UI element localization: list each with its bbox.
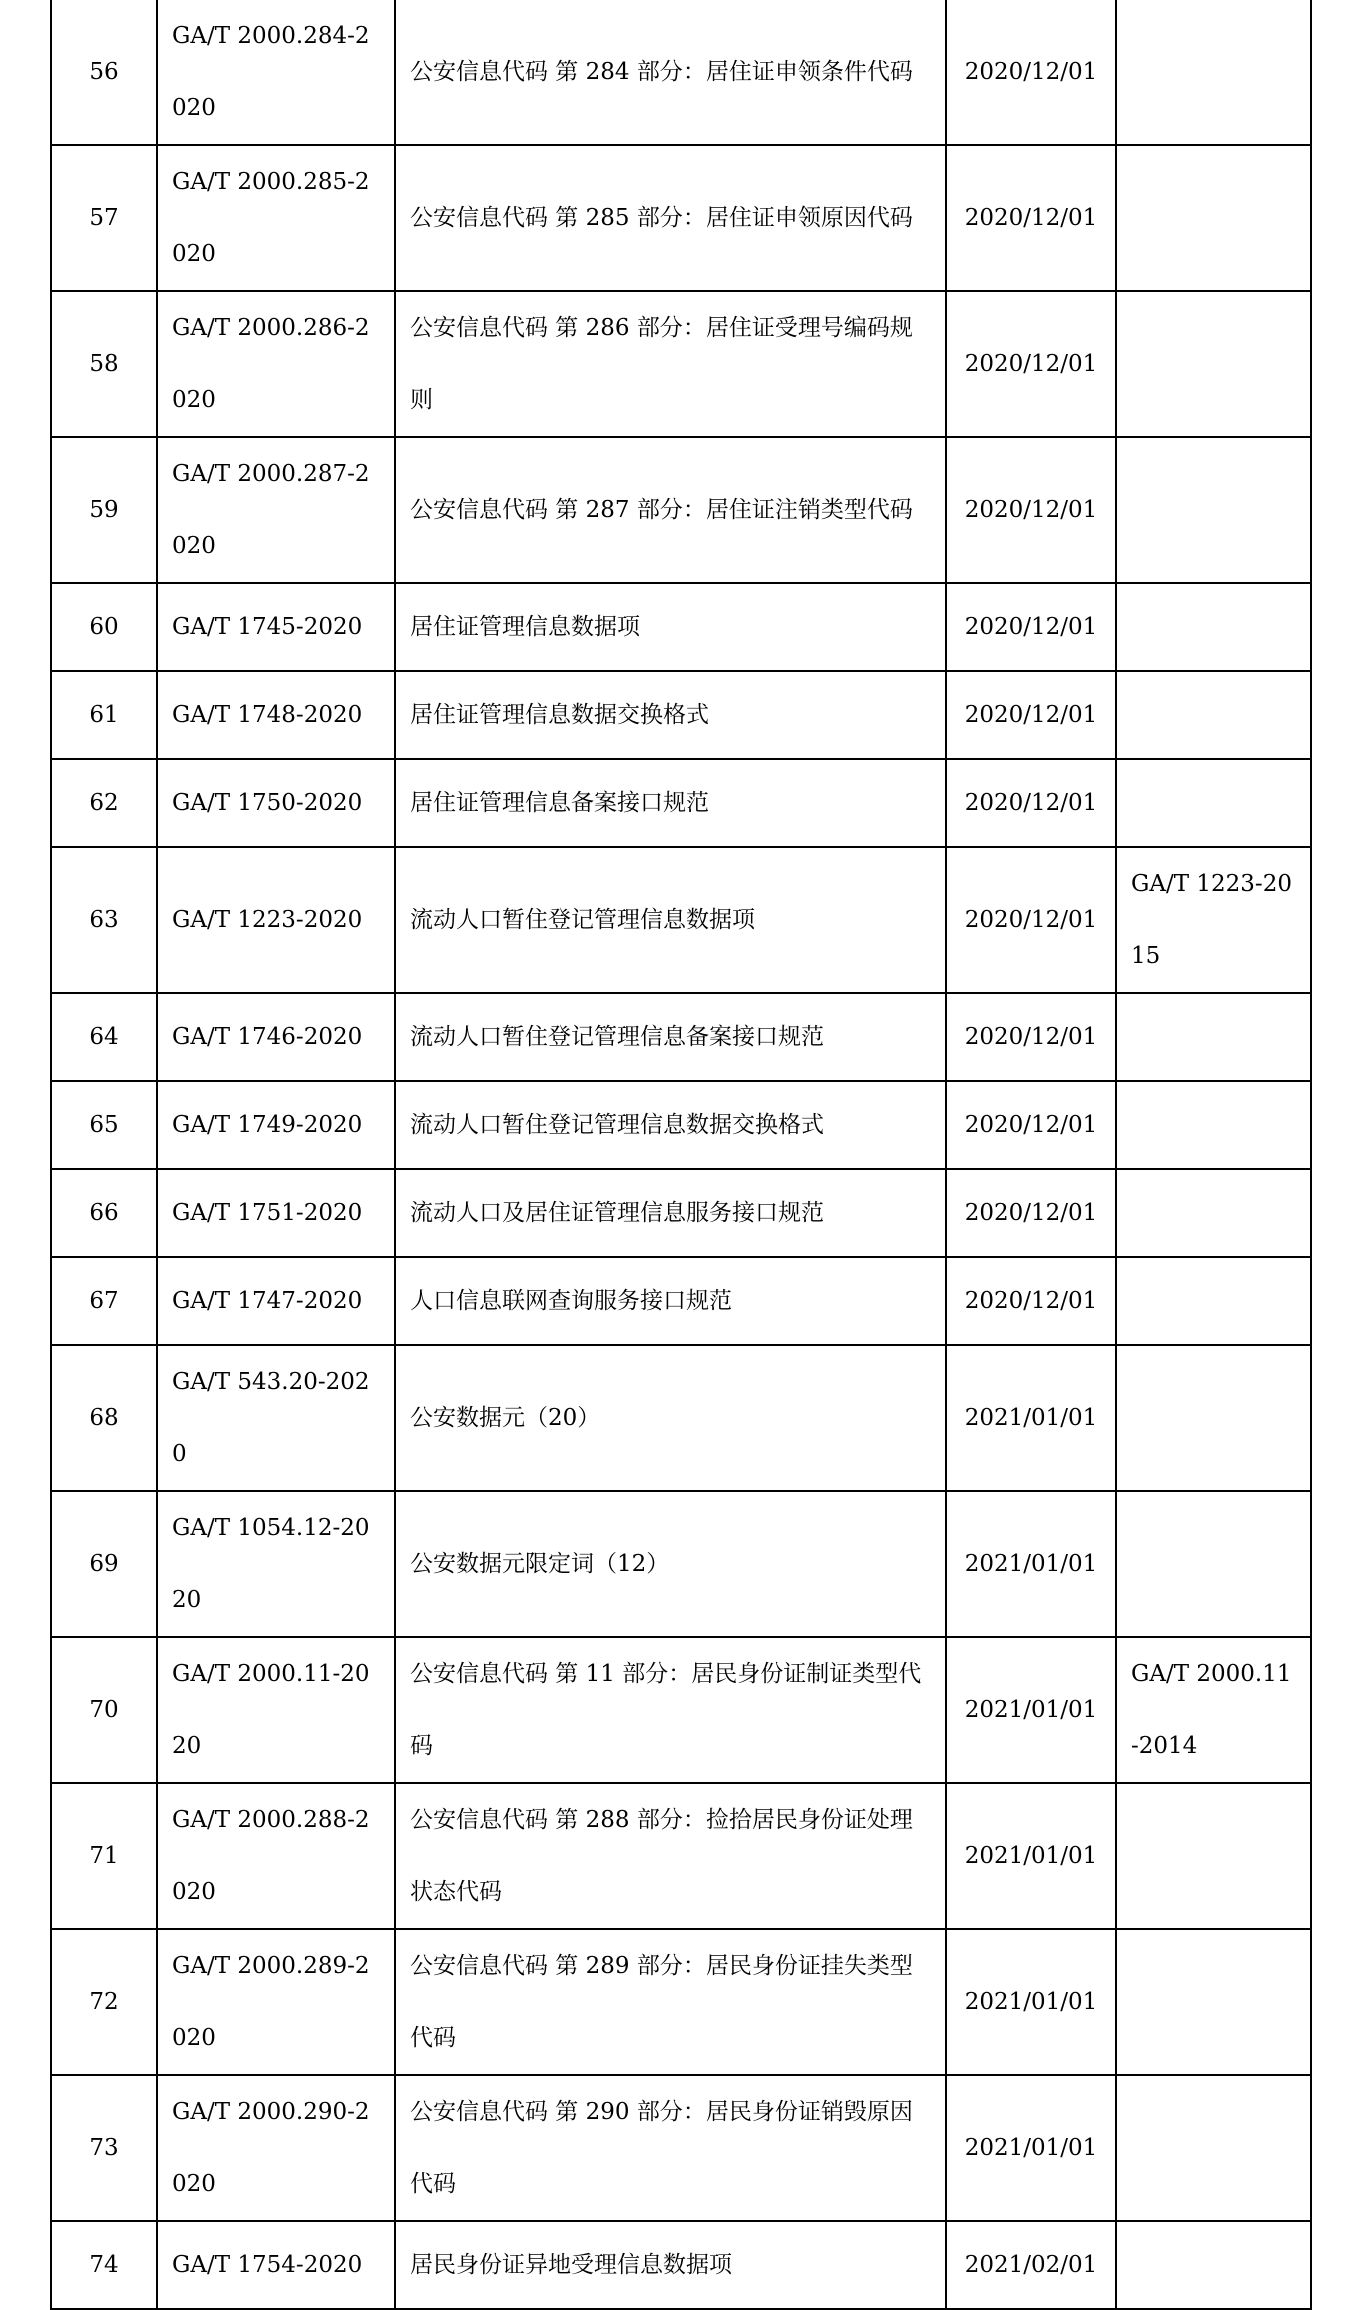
effective-date-cell: 2021/01/01	[946, 1637, 1116, 1783]
row-number-cell: 68	[51, 1345, 157, 1491]
standard-code-cell: GA/T 1751-2020	[157, 1169, 395, 1257]
standards-table	[50, 0, 1312, 2310]
table-row	[51, 1345, 1311, 1491]
standard-code-cell: GA/T 2000.287-2020	[157, 437, 395, 583]
row-number-cell: 73	[51, 2075, 157, 2221]
row-number-cell: 63	[51, 847, 157, 993]
table-row	[51, 1257, 1311, 1345]
standard-code-cell: GA/T 2000.290-2020	[157, 2075, 395, 2221]
row-number-cell: 66	[51, 1169, 157, 1257]
standard-name-cell: 公安信息代码 第 285 部分：居住证申领原因代码	[395, 145, 946, 291]
standard-name-cell: 公安数据元（20）	[395, 1345, 946, 1491]
effective-date-cell: 2021/01/01	[946, 1491, 1116, 1637]
effective-date-cell: 2020/12/01	[946, 993, 1116, 1081]
standard-code-cell: GA/T 1223-2020	[157, 847, 395, 993]
effective-date-cell: 2020/12/01	[946, 1081, 1116, 1169]
standard-code-cell: GA/T 1748-2020	[157, 671, 395, 759]
replaced-standard-cell	[1116, 2221, 1311, 2309]
row-number-cell: 56	[51, 0, 157, 145]
row-number-cell: 69	[51, 1491, 157, 1637]
effective-date-cell: 2020/12/01	[946, 1169, 1116, 1257]
replaced-standard-cell	[1116, 291, 1311, 437]
effective-date-cell: 2020/12/01	[946, 291, 1116, 437]
effective-date-cell: 2020/12/01	[946, 145, 1116, 291]
effective-date-cell: 2021/01/01	[946, 2075, 1116, 2221]
table-row	[51, 671, 1311, 759]
standard-name-cell: 公安信息代码 第 11 部分：居民身份证制证类型代码	[395, 1637, 946, 1783]
standard-name-cell: 居住证管理信息数据项	[395, 583, 946, 671]
effective-date-cell: 2020/12/01	[946, 1257, 1116, 1345]
standard-code-cell: GA/T 2000.289-2020	[157, 1929, 395, 2075]
replaced-standard-cell	[1116, 1169, 1311, 1257]
replaced-standard-cell	[1116, 2075, 1311, 2221]
standard-code-cell: GA/T 1746-2020	[157, 993, 395, 1081]
effective-date-cell: 2021/02/01	[946, 2221, 1116, 2309]
table-row	[51, 437, 1311, 583]
row-number-cell: 60	[51, 583, 157, 671]
replaced-standard-cell: GA/T 1223-2015	[1116, 847, 1311, 993]
row-number-cell: 67	[51, 1257, 157, 1345]
effective-date-cell: 2020/12/01	[946, 759, 1116, 847]
standard-code-cell: GA/T 1749-2020	[157, 1081, 395, 1169]
replaced-standard-cell	[1116, 0, 1311, 145]
row-number-cell: 59	[51, 437, 157, 583]
standard-name-cell: 公安信息代码 第 288 部分：捡拾居民身份证处理状态代码	[395, 1783, 946, 1929]
replaced-standard-cell	[1116, 1257, 1311, 1345]
table-row	[51, 1081, 1311, 1169]
table-row	[51, 1169, 1311, 1257]
replaced-standard-cell	[1116, 437, 1311, 583]
replaced-standard-cell	[1116, 993, 1311, 1081]
replaced-standard-cell	[1116, 759, 1311, 847]
effective-date-cell: 2020/12/01	[946, 847, 1116, 993]
table-row	[51, 1491, 1311, 1637]
table-row	[51, 993, 1311, 1081]
table-row	[51, 759, 1311, 847]
effective-date-cell: 2021/01/01	[946, 1929, 1116, 2075]
row-number-cell: 61	[51, 671, 157, 759]
replaced-standard-cell	[1116, 1081, 1311, 1169]
table-row	[51, 2075, 1311, 2221]
table-row	[51, 291, 1311, 437]
row-number-cell: 57	[51, 145, 157, 291]
standard-name-cell: 居民身份证异地受理信息数据项	[395, 2221, 946, 2309]
standard-name-cell: 公安信息代码 第 290 部分：居民身份证销毁原因代码	[395, 2075, 946, 2221]
row-number-cell: 58	[51, 291, 157, 437]
table-row	[51, 1637, 1311, 1783]
effective-date-cell: 2020/12/01	[946, 671, 1116, 759]
standard-code-cell: GA/T 2000.284-2020	[157, 0, 395, 145]
standard-code-cell: GA/T 1754-2020	[157, 2221, 395, 2309]
replaced-standard-cell	[1116, 1345, 1311, 1491]
replaced-standard-cell	[1116, 583, 1311, 671]
row-number-cell: 70	[51, 1637, 157, 1783]
replaced-standard-cell	[1116, 145, 1311, 291]
standard-name-cell: 居住证管理信息数据交换格式	[395, 671, 946, 759]
standard-name-cell: 公安信息代码 第 284 部分：居住证申领条件代码	[395, 0, 946, 145]
standard-code-cell: GA/T 1745-2020	[157, 583, 395, 671]
row-number-cell: 65	[51, 1081, 157, 1169]
effective-date-cell: 2020/12/01	[946, 437, 1116, 583]
standard-name-cell: 人口信息联网查询服务接口规范	[395, 1257, 946, 1345]
table-body	[51, 0, 1311, 2309]
row-number-cell: 62	[51, 759, 157, 847]
replaced-standard-cell	[1116, 1491, 1311, 1637]
replaced-standard-cell: GA/T 2000.11-2014	[1116, 1637, 1311, 1783]
row-number-cell: 71	[51, 1783, 157, 1929]
effective-date-cell: 2021/01/01	[946, 1345, 1116, 1491]
standard-code-cell: GA/T 1054.12-2020	[157, 1491, 395, 1637]
table-row	[51, 1929, 1311, 2075]
standard-code-cell: GA/T 2000.286-2020	[157, 291, 395, 437]
standard-code-cell: GA/T 2000.11-2020	[157, 1637, 395, 1783]
replaced-standard-cell	[1116, 671, 1311, 759]
standard-name-cell: 流动人口暂住登记管理信息数据项	[395, 847, 946, 993]
effective-date-cell: 2020/12/01	[946, 0, 1116, 145]
standard-name-cell: 公安信息代码 第 289 部分：居民身份证挂失类型代码	[395, 1929, 946, 2075]
table-row	[51, 0, 1311, 145]
standard-code-cell: GA/T 543.20-2020	[157, 1345, 395, 1491]
table-row	[51, 583, 1311, 671]
replaced-standard-cell	[1116, 1783, 1311, 1929]
row-number-cell: 64	[51, 993, 157, 1081]
effective-date-cell: 2021/01/01	[946, 1783, 1116, 1929]
table-row	[51, 847, 1311, 993]
effective-date-cell: 2020/12/01	[946, 583, 1116, 671]
table-row	[51, 145, 1311, 291]
standard-code-cell: GA/T 1750-2020	[157, 759, 395, 847]
standard-name-cell: 流动人口暂住登记管理信息数据交换格式	[395, 1081, 946, 1169]
standard-code-cell: GA/T 2000.288-2020	[157, 1783, 395, 1929]
table-row	[51, 2221, 1311, 2309]
standard-name-cell: 流动人口及居住证管理信息服务接口规范	[395, 1169, 946, 1257]
standard-code-cell: GA/T 1747-2020	[157, 1257, 395, 1345]
replaced-standard-cell	[1116, 1929, 1311, 2075]
table-row	[51, 1783, 1311, 1929]
standard-name-cell: 流动人口暂住登记管理信息备案接口规范	[395, 993, 946, 1081]
standard-name-cell: 公安信息代码 第 287 部分：居住证注销类型代码	[395, 437, 946, 583]
row-number-cell: 72	[51, 1929, 157, 2075]
standard-code-cell: GA/T 2000.285-2020	[157, 145, 395, 291]
row-number-cell: 74	[51, 2221, 157, 2309]
standard-name-cell: 公安信息代码 第 286 部分：居住证受理号编码规则	[395, 291, 946, 437]
standard-name-cell: 公安数据元限定词（12）	[395, 1491, 946, 1637]
standard-name-cell: 居住证管理信息备案接口规范	[395, 759, 946, 847]
